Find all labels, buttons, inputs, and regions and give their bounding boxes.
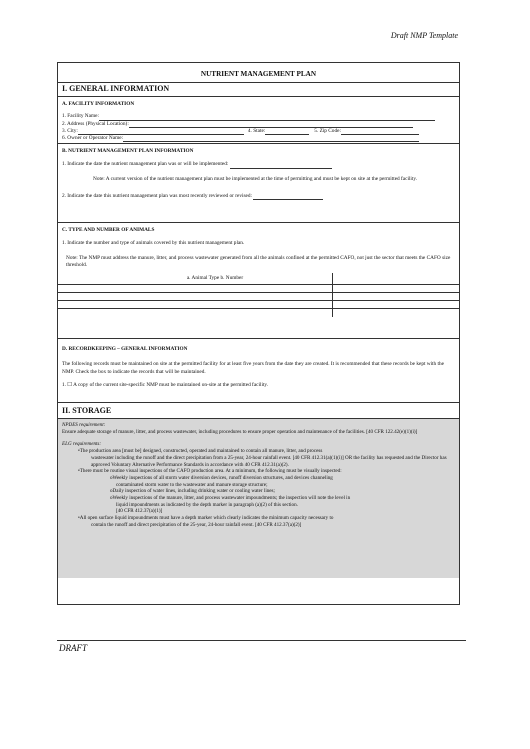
city-state-zip-row (62, 128, 455, 135)
address-field[interactable] (129, 122, 413, 128)
animals-instruction: 1. Indicate the number and type of animals covered by this nutrient management plan. (62, 240, 245, 247)
facility-name-field[interactable] (99, 115, 435, 121)
table-row[interactable] (58, 300, 459, 308)
inspection-item-water-lines: oDaily inspection of water lines, including drinking water or cooling water lines; (110, 488, 275, 495)
table-row[interactable] (58, 284, 459, 292)
npdes-text: Ensure adequate storage of manure, litter, and process wastewater, including procedures to ensure proper operation and maintenance of the facilities. [40 CFR 122.42(e)(1)(i)] (62, 428, 418, 435)
elg-item-depth-marker-cont: contain the runoff and direct precipitation of the 25-year, 24-hour rainfall event. [40 CFR 412.37(a)(2)] (91, 521, 302, 528)
city-label: 3. City: (62, 127, 78, 134)
inspection-item-impoundments: oWeekly inspections of the manure, litter, and process wastewater impoundments; the inspection will note the level in (110, 495, 351, 502)
inspection-item-storm-water-cont: contaminated storm water to the wastewater and manure storage structure; (116, 481, 268, 488)
footer-draft-label: DRAFT (59, 643, 87, 653)
nmp-note: Note: A current version of the nutrient management plan must be implemented at the time of permitting and must be kept on site at the permitted facility. (93, 175, 418, 182)
inspection-item-impoundments-cont: liquid impoundments as indicated by the depth marker in paragraph (a)(2) of this section. (116, 501, 298, 508)
table-header-row (58, 273, 459, 284)
recordkeeping-text: The following records must be maintained on site at the permitted facility for at least five years from the date they are created. It is recommended that these records be kept with the NMP. Check the box to indicate the records that will be maintained. (62, 361, 444, 375)
facility-information-title: A. FACILITY INFORMATION (62, 101, 135, 107)
zip-label: 5. Zip Code: (314, 127, 341, 134)
animals-title: C. TYPE AND NUMBER OF ANIMALS (62, 227, 155, 233)
elg-item-production-area: •The production area [must be] designed, constructed, operated and maintained to contain all manure, litter, and process (78, 448, 323, 455)
record-item-nmp-copy (62, 382, 455, 389)
page-title: NUTRIENT MANAGEMENT PLAN (58, 63, 459, 83)
review-date-field[interactable] (253, 194, 323, 200)
facility-information-section (58, 97, 459, 144)
nmp-information-title: B. NUTRIENT MANAGEMENT PLAN INFORMATION (62, 148, 194, 154)
implementation-date-row (62, 161, 455, 168)
table-row[interactable] (58, 308, 459, 317)
animals-table (58, 273, 459, 317)
implementation-date-field[interactable] (230, 163, 332, 169)
animals-section (58, 223, 459, 339)
inspection-item-impoundments-cite: [40 CFR 412.37(a)(1)] (116, 508, 163, 515)
address-label: 2. Address (Physical Location): (62, 120, 129, 127)
table-header-number-cell (333, 273, 460, 284)
record-item-label: A copy of the current site-specific NMP must be maintained on-site at the permitted facility. (73, 381, 269, 388)
owner-row (62, 135, 455, 142)
elg-item-depth-marker: •All open surface liquid impoundments must have a depth marker which clearly indicates the minimum capacity necessary to (78, 515, 334, 522)
review-date-row (62, 193, 455, 200)
inspection-item-storm-water: oWeekly inspections of all storm water diversion devices, runoff diversion structures, and devices channeling (110, 474, 333, 481)
animals-note: Note: The NMP must address the manure, litter, and process wastewater generated from all the animals confined at the permitted CAFO, not just the sector that meets the CAFO size threshold. (66, 254, 451, 268)
table-header: a. Animal Type b. Number (58, 273, 333, 284)
elg-item-production-area-cont: wastewater including the runoff and the direct precipitation from a 25-year, 24-hour rainfall event. [40 CFR 412.31(a)(1)(i)] OR the facility has requested and the Director has approved Voluntary Alternative Performance Standards in accordance with 40 CFR 412.31(a)(2). (91, 454, 447, 468)
facility-name-row (62, 113, 455, 120)
review-date-label: 2. Indicate the date this nutrient management plan was most recently reviewed or revised: (62, 192, 253, 199)
template-label: Draft NMP Template (390, 31, 458, 40)
state-label: 4. State: (247, 127, 266, 134)
owner-field[interactable] (123, 136, 419, 142)
storage-section (58, 419, 459, 578)
owner-label: 6. Owner or Operator Name: (62, 135, 124, 142)
recordkeeping-section (58, 339, 459, 403)
address-row (62, 121, 455, 128)
section-general-information-heading: I. GENERAL INFORMATION (58, 83, 459, 97)
implementation-date-label: 1. Indicate the date the nutrient management plan was or will be implemented: (62, 161, 229, 168)
facility-name-label: 1. Facility Name: (62, 113, 99, 120)
npdes-label: NPDES requirement: (62, 422, 106, 428)
recordkeeping-title: D. RECORDKEEPING – GENERAL INFORMATION (62, 346, 188, 352)
section-storage-heading: II. STORAGE (58, 403, 459, 419)
elg-label: ELG requirements: (62, 441, 102, 448)
table-row[interactable] (58, 292, 459, 300)
nmp-information-section (58, 144, 459, 223)
checkbox[interactable]: 1. ☐ (62, 381, 73, 388)
nmp-form (57, 62, 460, 605)
footer-divider (57, 640, 466, 641)
elg-item-visual-inspections: •There must be routine visual inspections of the CAFO production area. At a minimum, the following must be visually inspected: (78, 468, 342, 475)
